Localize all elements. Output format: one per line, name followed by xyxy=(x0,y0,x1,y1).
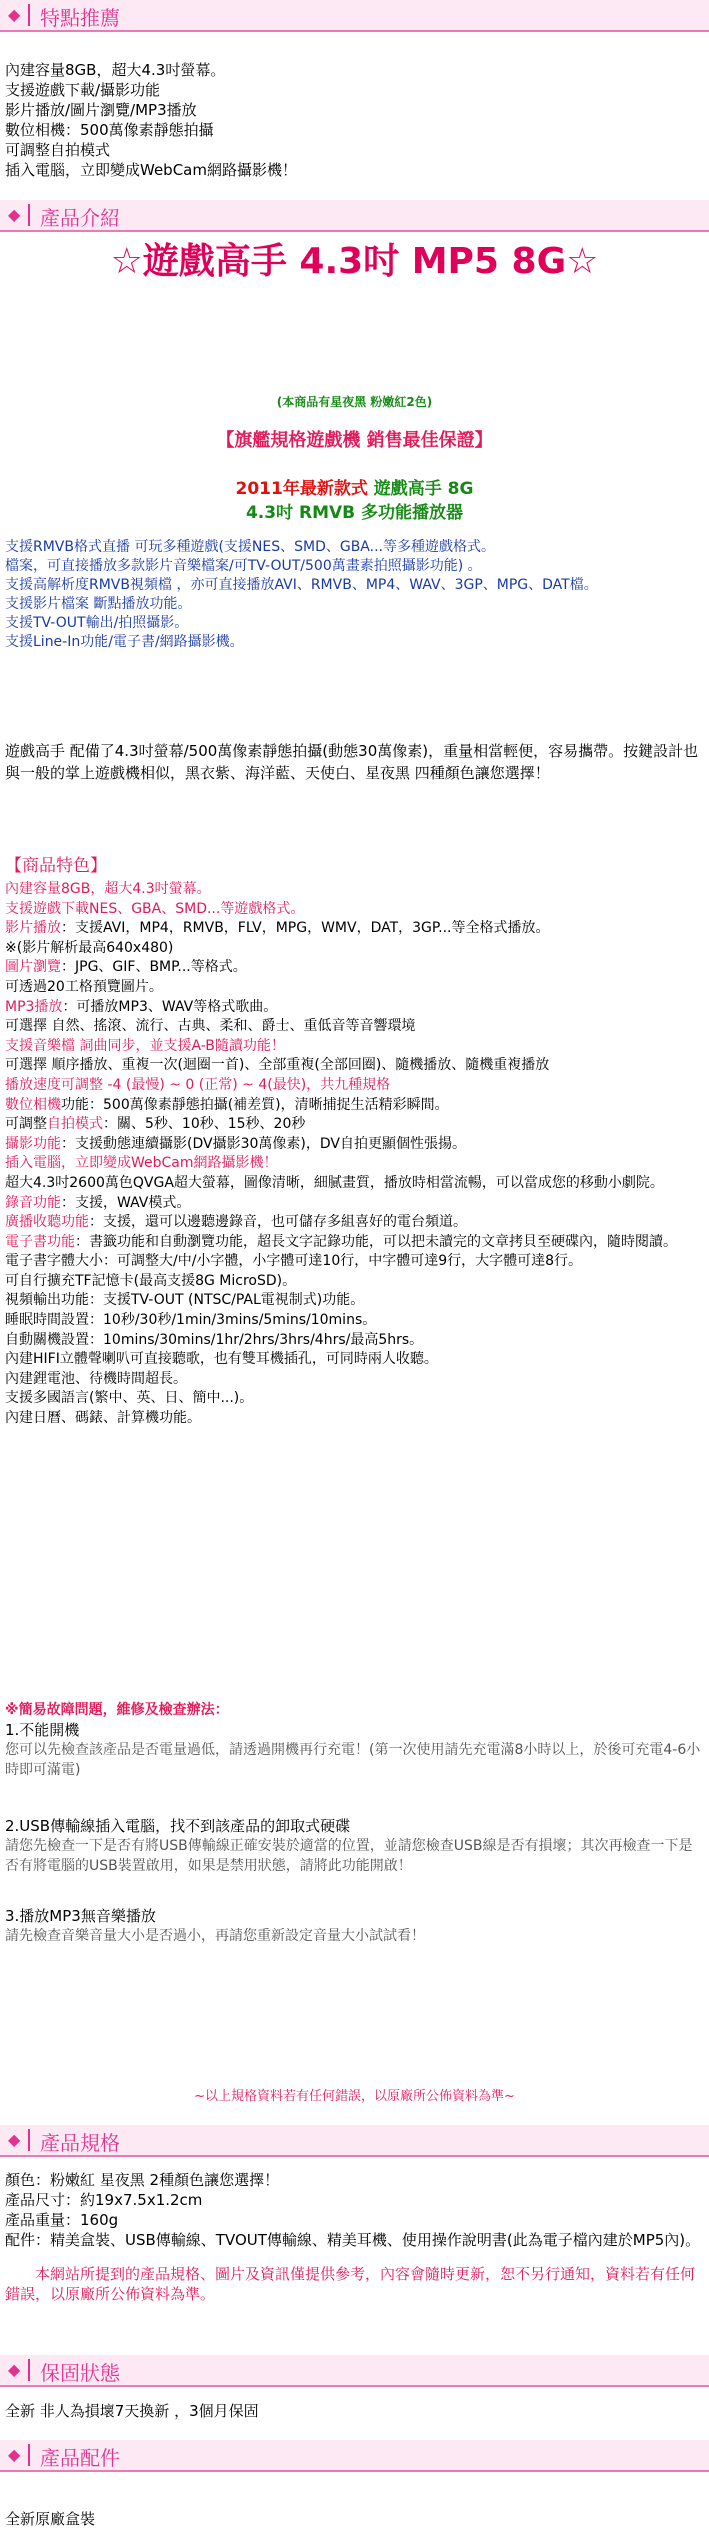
spec-line: 產品重量：160g xyxy=(5,2211,119,2229)
accessories-text: 全新原廠盒裝 xyxy=(5,2510,96,2528)
feature-label: MP3播放 xyxy=(5,998,63,1015)
year-line-red: 2011年最新款式 xyxy=(235,479,368,499)
section-title: 產品配件 xyxy=(40,2446,120,2470)
feature2-line: 電子書字體大小：可調整大/中/小字體，小字體可達10行，中字體可達9行，大字體可達8行。 xyxy=(5,1253,583,1270)
feature2-line: 可選擇 自然、搖滾、流行、古典、柔和、爵士、重低音等音響環境 xyxy=(5,1018,416,1035)
feature-label: 影片播放 xyxy=(5,920,61,937)
diamond-icon: ◆ xyxy=(8,2445,21,2464)
intro-description: 遊戲高手 配備了4.3吋螢幕/500萬像素靜態拍攝(動態30萬像素)，重量相當輕便，容易攜帶。按鍵設計也與一般的掌上遊戲機相似，黑衣紫、海洋藍、天使白、星夜黑 四種顏色讓您選擇！ xyxy=(5,742,699,782)
feature2-line xyxy=(5,1194,705,1214)
section-header-specs xyxy=(0,2125,709,2157)
features-list xyxy=(5,60,705,180)
feature2-line: 超大4.3吋2600萬色QVGA超大螢幕，圖像清晰，細膩畫質，播放時相當流暢，可以當成您的移動小劇院。 xyxy=(5,1174,664,1191)
year-line xyxy=(0,478,709,500)
feature2-line: 支援遊戲下載NES、GBA、SMD...等遊戲格式。 xyxy=(5,900,305,917)
feature-text: ：支援動態連續攝影(DV攝影30萬像素)，DV自拍更顯個性張揚。 xyxy=(61,1135,466,1152)
spec-line: 顏色：粉嫩紅 星夜黑 2種顏色讓您選擇！ xyxy=(5,2171,280,2189)
feature2-line: 內建容量8GB，超大4.3吋螢幕。 xyxy=(5,881,211,897)
feature-text: 功能：500萬像素靜態拍攝(補差質)，清晰捕捉生活精彩瞬間。 xyxy=(61,1096,449,1113)
intro-line: 支援高解析度RMVB視頻檔 ，亦可直接播放AVI、RMVB、MP4、WAV、3GP、MPG、DAT檔。 xyxy=(5,577,598,593)
features2-heading: 【商品特色】 xyxy=(5,856,107,876)
feature2-line xyxy=(5,919,705,939)
intro-blue-list xyxy=(5,538,705,652)
feature2-line: ※(影片解析最高640x480) xyxy=(5,939,174,956)
feature-line: 支援遊戲下載/攝影功能 xyxy=(5,81,161,99)
faq-question: 1.不能開機 xyxy=(5,1721,80,1739)
feature-text: 可調整 xyxy=(5,1116,47,1133)
feature-text: ：JPG、GIF、BMP...等格式。 xyxy=(61,959,247,976)
section-header-warranty xyxy=(0,2355,709,2387)
faq-question: 3.播放MP3無音樂播放 xyxy=(5,1907,156,1925)
feature2-line: 內建HIFI立體聲喇叭可直接聽歌，也有雙耳機插孔，可同時兩人收聽。 xyxy=(5,1351,438,1368)
intro-line: 支援影片檔案 斷點播放功能。 xyxy=(5,596,192,612)
feature-line: 影片播放/圖片瀏覽/MP3播放 xyxy=(5,101,197,119)
feature-text: ：支援AVI，MP4，RMVB，FLV，MPG，WMV，DAT，3GP...等全格式播放。 xyxy=(61,920,550,937)
faq-answer: 請先檢查音樂音量大小是否過小，再請您重新設定音量大小試試看！ xyxy=(5,1928,425,1944)
feature-text: ：支援，還可以邊聽邊錄音，也可儲存多組喜好的電台頻道。 xyxy=(89,1214,467,1231)
feature2-line: 自動關機設置：10mins/30mins/1hr/2hrs/3hrs/4hrs/最高5hrs。 xyxy=(5,1331,424,1348)
feature2-line: 內建日曆、碼錶、計算機功能。 xyxy=(5,1410,201,1427)
feature-label: 錄音功能 xyxy=(5,1194,61,1211)
section-title: 產品介紹 xyxy=(40,206,120,230)
section-header-accessories xyxy=(0,2440,709,2472)
feature-line: 內建容量8GB，超大4.3吋螢幕。 xyxy=(5,61,226,79)
feature2-line: 睡眠時間設置：10秒/30秒/1min/3mins/5mins/10mins。 xyxy=(5,1312,377,1329)
feature2-line xyxy=(5,1096,705,1116)
faq-answer: 請您先檢查一下是否有將USB傳輸線正確安裝於適當的位置，並請您檢查USB線是否有損壞；其次再檢查一下是否有將電腦的USB裝置啟用，如果是禁用狀態，請將此功能開啟！ xyxy=(5,1838,693,1874)
feature2-line: 可自行擴充TF記憶卡(最高支援8G MicroSD)。 xyxy=(5,1272,297,1289)
feature-label: 電子書功能 xyxy=(5,1233,75,1250)
intro-line: 支援TV-OUT輸出/拍照攝影。 xyxy=(5,615,189,631)
faq-answer: 您可以先檢查該產品是否電量過低，請透過開機再行充電！(第一次使用請先充電滿8小時以上，於後可充電4-6小時即可滿電) xyxy=(5,1742,701,1778)
diamond-icon: ◆ xyxy=(8,2360,21,2379)
feature2-line: 支援多國語言(繁中、英、日、簡中...)。 xyxy=(5,1390,254,1407)
feature2-line: 插入電腦，立即變成WebCam網路攝影機！ xyxy=(5,1155,278,1172)
faq-heading: ※簡易故障問題，維修及檢查辦法： xyxy=(5,1702,229,1718)
feature2-line: 支援音樂檔 詞曲同步，並支援A-B隨讀功能！ xyxy=(5,1037,285,1054)
feature-label: 攝影功能 xyxy=(5,1135,61,1152)
feature-label: 廣播收聽功能 xyxy=(5,1214,89,1231)
feature2-line: 可選擇 順序播放、重複一次(迴圈一首)、全部重複(全部回圈)、隨機播放、隨機重複播放 xyxy=(5,1057,550,1074)
feature-line: 數位相機：500萬像素靜態拍攝 xyxy=(5,121,214,139)
intro-line: 檔案，可直接播放多款影片音樂檔案/可TV-OUT/500萬畫素拍照攝影功能) 。 xyxy=(5,558,482,574)
sub-title: 4.3吋 RMVB 多功能播放器 xyxy=(245,503,464,523)
feature2-line xyxy=(5,1233,705,1253)
section-header-intro xyxy=(0,200,709,232)
feature-text: ：關、5秒、10秒、15秒、20秒 xyxy=(103,1116,306,1133)
diamond-icon: ◆ xyxy=(8,5,21,24)
spec-line: 配件：精美盒裝、USB傳輸線、TVOUT傳輸線、精美耳機、使用操作說明書(此為電子檔內建於MP5內)。 xyxy=(5,2231,701,2249)
spec-line: 產品尺寸：約19x7.5x1.2cm xyxy=(5,2191,203,2209)
feature2-line xyxy=(5,1213,705,1233)
faq-question: 2.USB傳輸線插入電腦，找不到該產品的卸取式硬碟 xyxy=(5,1817,351,1835)
feature2-line xyxy=(5,998,705,1018)
feature2-line xyxy=(5,1135,705,1155)
feature2-line: 可透過20工格預覽圖片。 xyxy=(5,978,163,995)
feature-label: 數位相機 xyxy=(5,1096,61,1113)
flagship-slogan: 【旗艦規格遊戲機 銷售最佳保證】 xyxy=(216,430,493,451)
feature-line: 插入電腦，立即變成WebCam網路攝影機！ xyxy=(5,161,297,179)
section-title: 特點推薦 xyxy=(40,6,120,30)
disclaimer-note: ~以上規格資料若有任何錯誤，以原廠所公佈資料為準~ xyxy=(194,2089,515,2104)
section-title: 產品規格 xyxy=(40,2131,120,2155)
feature-text: ：可播放MP3、WAV等格式歌曲。 xyxy=(62,998,278,1015)
section-header-features xyxy=(0,0,709,32)
warranty-text: 全新 非人為損壞7天換新 ，3個月保固 xyxy=(5,2402,259,2420)
diamond-icon: ◆ xyxy=(8,2130,21,2149)
intro-line: 支援Line-In功能/電子書/網路攝影機。 xyxy=(5,634,244,650)
divider-bar xyxy=(28,2444,30,2466)
feature2-line xyxy=(5,1115,705,1135)
features2-list xyxy=(5,880,705,1429)
faq-block xyxy=(5,1700,705,1946)
specs-list xyxy=(5,2170,705,2304)
section-title: 保固狀態 xyxy=(40,2361,120,2385)
divider-bar xyxy=(28,2129,30,2151)
year-line-green: 遊戲高手 8G xyxy=(367,479,474,499)
product-big-title: ☆遊戲高手 4.3吋 MP5 8G☆ xyxy=(110,241,599,282)
divider-bar xyxy=(28,2359,30,2381)
feature2-line: 視頻輸出功能：支援TV-OUT (NTSC/PAL電視制式)功能。 xyxy=(5,1292,365,1309)
feature2-line: 內建鋰電池、待機時間超長。 xyxy=(5,1370,187,1387)
intro-line: 支援RMVB格式直播 可玩多種遊戲(支援NES、SMD、GBA...等多種遊戲格式。 xyxy=(5,539,495,555)
feature2-line xyxy=(5,958,705,978)
divider-bar xyxy=(28,204,30,226)
color-note: (本商品有星夜黑 粉嫩紅2色) xyxy=(276,395,433,409)
feature2-line: 播放速度可調整 -4 (最慢) ~ 0 (正常) ~ 4(最快)，共九種規格 xyxy=(5,1076,391,1093)
spec-notice: 本網站所提到的產品規格、圖片及資訊僅提供參考，內容會隨時更新，恕不另行通知，資料若有任何錯誤，以原廠所公佈資料為準。 xyxy=(5,2265,696,2303)
diamond-icon: ◆ xyxy=(8,205,21,224)
divider-bar xyxy=(28,4,30,26)
feature-label: 自拍模式 xyxy=(47,1116,103,1133)
feature-text: ：書籤功能和自動瀏覽功能，超長文字記錄功能，可以把未讀完的文章拷貝至硬碟內，隨時閱讀。 xyxy=(75,1233,677,1250)
feature-line: 可調整自拍模式 xyxy=(5,141,111,159)
feature-label: 圖片瀏覽 xyxy=(5,959,61,976)
feature-text: ：支援，WAV模式。 xyxy=(61,1194,191,1211)
